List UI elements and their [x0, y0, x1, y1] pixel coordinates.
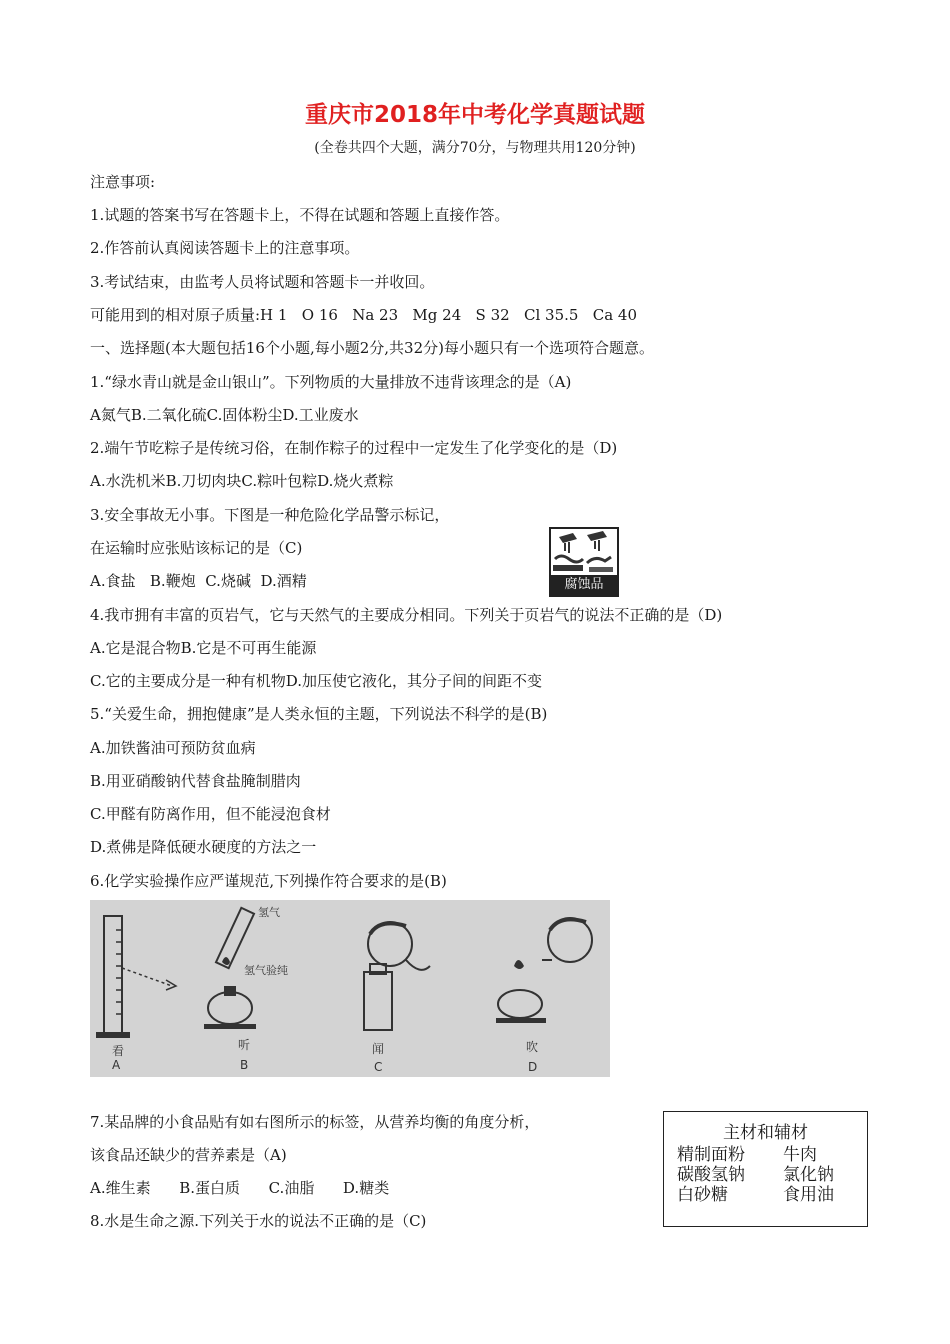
q1-options: A氮气B.二氧化硫C.固体粉尘D.工业废水 [90, 406, 359, 424]
note-item-1: 1.试题的答案书写在答题卡上，不得在试题和答题上直接作答。 [90, 206, 510, 224]
page-title: 重庆市2018年中考化学真题试题 [304, 102, 645, 128]
atomic-mass-line: 可能用到的相对原子质量:H 1 O 16 Na 23 Mg 24 S 32 Cl 35.5 Ca 40 [90, 306, 638, 324]
ingredient-cell: 白砂糖 [677, 1185, 728, 1205]
q5-option-d: D.煮佛是降低硬水硬度的方法之一 [90, 838, 317, 856]
ingredient-cell: 牛肉 [783, 1145, 817, 1165]
q5-option-b: B.用亚硝酸钠代替食盐腌制腊肉 [90, 772, 301, 790]
figure-caption-d-letter: D [528, 1060, 538, 1074]
ingredients-label-box [663, 1111, 868, 1227]
ingredient-cell: 精制面粉 [677, 1145, 745, 1165]
sign-label: 腐蚀品 [551, 575, 617, 595]
corrosive-warning-sign [549, 527, 619, 597]
hydrogen-purity-label: 氢气验纯 [244, 964, 288, 977]
hydrogen-label: 氢气 [258, 906, 280, 919]
q5-option-c: C.甲醛有防离作用，但不能浸泡食材 [90, 805, 331, 823]
figure-caption-d-verb: 吹 [526, 1040, 539, 1054]
note-item-2: 2.作答前认真阅读答题卡上的注意事项。 [90, 239, 360, 257]
q5-stem: 5.“关爱生命，拥抱健康”是人类永恒的主题，下列说法不科学的是(B) [90, 705, 548, 723]
q2-options: A.水洗机米B.刀切肉块C.粽叶包粽D.烧火煮粽 [90, 472, 394, 490]
figure-caption-a-letter: A [112, 1058, 121, 1072]
ingredient-cell: 氯化钠 [783, 1165, 834, 1185]
ingredients-label-title: 主材和辅材 [723, 1123, 808, 1143]
figure-caption-b-verb: 听 [238, 1038, 251, 1052]
q6-stem: 6.化学实验操作应严谨规范,下列操作符合要求的是(B) [90, 872, 447, 890]
ingredient-cell: 食用油 [783, 1185, 834, 1205]
q7-stem-2: 该食品还缺少的营养素是（A) [90, 1146, 287, 1164]
q7-options: A.维生素 B.蛋白质 C.油脂 D.糖类 [90, 1179, 390, 1197]
figure-caption-b-letter: B [240, 1058, 249, 1072]
figure-caption-a-verb: 看 [112, 1044, 125, 1058]
lab-operations-figure [90, 900, 610, 1077]
q8-stem: 8.水是生命之源.下列关于水的说法不正确的是（C) [90, 1212, 427, 1230]
q7-stem-1: 7.某品牌的小食品贴有如右图所示的标签，从营养均衡的角度分析， [90, 1113, 540, 1131]
figure-caption-c-verb: 闻 [372, 1042, 385, 1056]
q1-stem: 1.“绿水青山就是金山银山”。下列物质的大量排放不违背该理念的是（A) [90, 373, 572, 391]
figure-caption-c-letter: C [374, 1060, 383, 1074]
q3-stem-1: 3.安全事故无小事。下图是一种危险化学品警示标记， [90, 506, 450, 524]
ingredient-cell: 碳酸氢钠 [677, 1165, 745, 1185]
q2-stem: 2.端午节吃粽子是传统习俗，在制作粽子的过程中一定发生了化学变化的是（D) [90, 439, 618, 457]
note-item-3: 3.考试结束，由监考人员将试题和答题卡一并收回。 [90, 273, 435, 291]
q4-stem: 4.我市拥有丰富的页岩气，它与天然气的主要成分相同。下列关于页岩气的说法不正确的是（D) [90, 606, 723, 624]
corrosion-hazard-icon [551, 529, 617, 575]
q3-options: A.食盐 B.鞭炮 C.烧碱 D.酒精 [90, 572, 307, 590]
graduated-cylinder-icon [96, 916, 176, 1038]
person-blowing-lamp-icon [496, 918, 592, 1023]
notes-heading: 注意事项: [90, 173, 156, 191]
person-smelling-bottle-icon [364, 922, 430, 1030]
q3-stem-2: 在运输时应张贴该标记的是（C) [90, 539, 303, 557]
q4-options-2: C.它的主要成分是一种有机物D.加压使它液化，其分子间的间距不变 [90, 672, 542, 690]
section-1-heading: 一、选择题(本大题包括16个小题,每小题2分,共32分)每小题只有一个选项符合题意。 [90, 339, 654, 357]
q4-options-1: A.它是混合物B.它是不可再生能源 [90, 639, 317, 657]
page-subtitle: (全卷共四个大题，满分70分，与物理共用120分钟) [314, 140, 636, 156]
q5-option-a: A.加铁酱油可预防贫血病 [90, 739, 256, 757]
